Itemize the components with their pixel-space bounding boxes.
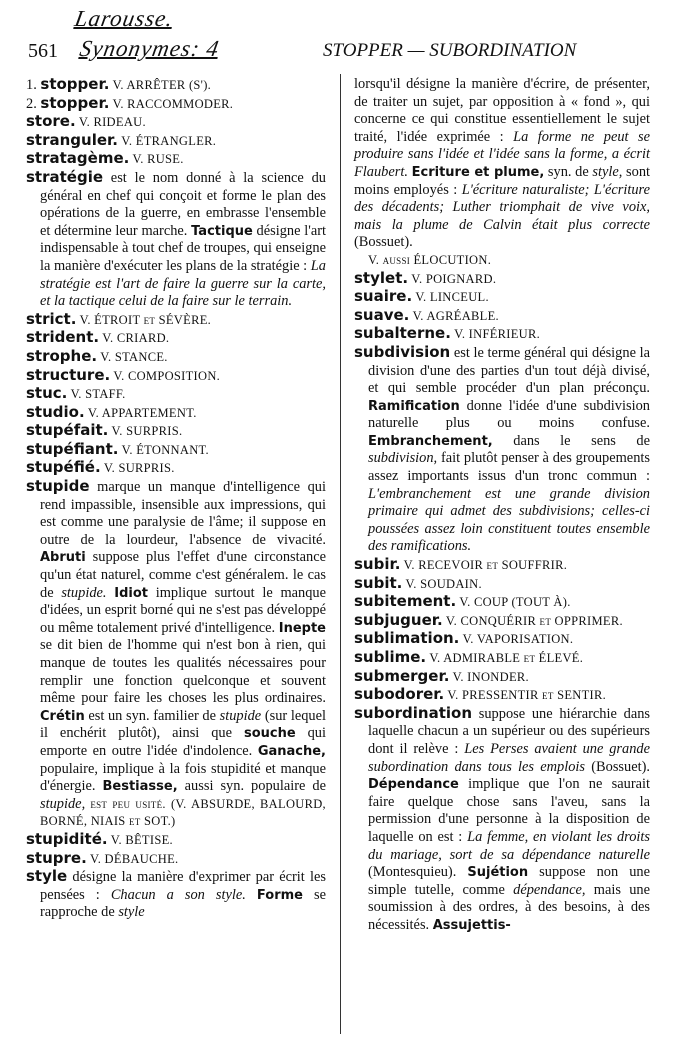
entry-sublimation: sublimation. V. VAPORISATION. (354, 629, 574, 648)
entry-subalterne: subalterne. V. INFÉRIEUR. (354, 324, 541, 343)
headword: sublimation. (354, 629, 460, 648)
entry-submerger: submerger. V. INONDER. (354, 666, 529, 685)
entry-strict: strict. V. ÉTROIT et SÉVÈRE. (26, 309, 212, 328)
entry-subir: subir. V. RECEVOIR et SOUFFRIR. (354, 555, 568, 574)
headword: subordination (354, 703, 473, 722)
entry-studio: studio. V. APPARTEMENT. (26, 402, 197, 421)
entry-strategie: stratégie est le nom donné à la science du général en chef qui conçoit et forme le plan des opérations de la guerre, en embrasse l'ensemble et détermine leur marche. Tactique désigne l'art indispensable à tout chef de troupes, qui enseigne la manière d'exécuter les plans de la stratégie : La stratégie est l'art de faire la guerre sur la carte, et la tactique celui de la faire sur le terrain. (26, 167, 326, 310)
headword: style (26, 867, 68, 886)
entry-stupre: stupre. V. DÉBAUCHE. (26, 848, 179, 867)
headword: stupéfait. (26, 421, 109, 440)
headword: subdivision (354, 342, 451, 361)
headword: subir. (354, 555, 401, 574)
headword: strident. (26, 328, 100, 347)
entry-stupidite: stupidité. V. BÊTISE. (26, 829, 173, 848)
entry-style-see-also: V. aussi ÉLOCUTION. (368, 252, 492, 267)
headword: strict. (26, 309, 77, 328)
entry-stuc: stuc. V. STAFF. (26, 384, 126, 403)
headword: stupide (26, 477, 90, 496)
headword: subalterne. (354, 324, 451, 343)
headword: submerger. (354, 666, 450, 685)
entry-subit: subit. V. SOUDAIN. (354, 573, 482, 592)
entry-strophe: strophe. V. STANCE. (26, 346, 168, 365)
entry-structure: structure. V. COMPOSITION. (26, 365, 221, 384)
entry-strident: strident. V. CRIARD. (26, 328, 170, 347)
handwritten-annotation-line2 (78, 36, 222, 62)
page-header (0, 0, 674, 70)
entry-stupefiant: stupéfiant. V. ÉTONNANT. (26, 439, 209, 458)
headword: subjuguer. (354, 610, 443, 629)
headword: structure. (26, 365, 111, 384)
entry-subordination: subordination suppose une hiérarchie dans laquelle chacun a un supérieur ou des supérieurs dont il relève : Les Perses avaient une grande subordination dans tous les emplois (Bossuet). Dépendance implique que l'on ne saurait faire quelque chose sans l'aveu, sans la permission d'une personne à la disposition de laquelle on est : La femme, en violant les droits du mariage, sort de sa dépendance naturelle (Montesquieu). Sujétion suppose non une simple tutelle, comme dépendance, mais une soumission à des ordres, à des besoins, à des nécessités. Assujettis- (354, 703, 651, 933)
entry-stopper-1: 1. stopper. V. ARRÊTER (S'). (26, 75, 212, 93)
running-head: STOPPER — SUBORDINATION (323, 40, 577, 61)
headword: stranguler. (26, 130, 118, 149)
headword: stopper. (40, 93, 110, 112)
annotation-text-1: Larousse. (72, 6, 176, 31)
entry-stopper-2: 2. stopper. V. RACCOMMODER. (26, 93, 234, 112)
right-column (354, 76, 650, 935)
column-divider (340, 74, 341, 1034)
headword: studio. (26, 402, 85, 421)
entry-stupide: stupide marque un manque d'intelligence qui rend impassible, insensible aux impressions, qui est comme une paralysie de l'âme; il suppose en outre de la lourdeur, l'absence de vivacité. Abruti suppose plus l'effet d'une circonstance qu'un état naturel, comme c'est généralem. le cas de stupide. Idiot implique surtout le manque d'idées, un esprit borné qui ne s'est pas développé ou même totalement privé d'intelligence. Inepte se dit bien de l'homme qui n'est bon à rien, qui manque de toutes les qualités nécessaires pour remplir une fonction quelconque et souvent même pour faire les choses les plus ordinaires. Crétin est un syn. familier de stupide (sur lequel il enchérit plutôt), ainsi que souche qui emporte en outre l'idée d'indolence. Ganache, populaire, implique à la fois stupidité et manque d'énergie. Bestiasse, aussi syn. populaire de stupide, est peu usité. (V. ABSURDE, BALOURD, BORNÉ, NIAIS et SOT.) (26, 477, 327, 829)
annotation-text-2: Synonymes: 4 (77, 36, 222, 61)
headword: suaire. (354, 287, 413, 306)
entry-suaire: suaire. V. LINCEUL. (354, 287, 489, 306)
entry-stylet: stylet. V. POIGNARD. (354, 268, 497, 287)
headword: stupéfiant. (26, 439, 119, 458)
headword: stuc. (26, 384, 68, 403)
entry-subjuguer: subjuguer. V. CONQUÉRIR et OPPRIMER. (354, 610, 623, 629)
entry-sublime: sublime. V. ADMIRABLE et ÉLEVÉ. (354, 648, 584, 666)
headword: stratagème. (26, 149, 130, 168)
headword: subitement. (354, 592, 457, 611)
entry-stupefait: stupéfait. V. SURPRIS. (26, 421, 183, 440)
entry-style: style désigne la manière d'exprimer par écrit les pensées : Chacun a son style. Forme se rapproche de style (26, 867, 326, 921)
headword: strophe. (26, 346, 98, 365)
headword: suave. (354, 305, 410, 324)
entry-store: store. V. RIDEAU. (26, 112, 146, 131)
page-number: 561 (28, 40, 58, 62)
headword: store. (26, 112, 76, 131)
entry-stupefie: stupéfié. V. SURPRIS. (26, 458, 175, 477)
headword: subodorer. (354, 685, 445, 704)
entry-suave: suave. V. AGRÉABLE. (354, 305, 499, 324)
entry-style-continued: lorsqu'il désigne la manière d'écrire, de présenter, de traiter un sujet, par opposition à « fond », qui concerne ce qui constitue essentiellement le sujet traité, l'idée exprimée : La forme ne peut se produire sans l'idée et l'idée sans la forme, a écrit Flaubert. Ecriture et plume, syn. de style, sont moins employés : L'écriture naturaliste; L'écriture des décadents; Luther triomphait de vive voix, mais la plume de Calvin était plus correcte (Bossuet). (354, 76, 651, 251)
entry-stranguler: stranguler. V. ÉTRANGLER. (26, 130, 217, 149)
headword: stylet. (354, 268, 409, 287)
headword: stupre. (26, 848, 87, 867)
entry-subodorer: subodorer. V. PRESSENTIR et SENTIR. (354, 685, 607, 704)
headword: stopper. (40, 75, 110, 93)
left-column (26, 76, 326, 922)
headword: stupéfié. (26, 458, 101, 477)
entry-subitement: subitement. V. COUP (TOUT À). (354, 592, 571, 611)
headword: subit. (354, 573, 403, 592)
headword: sublime. (354, 648, 427, 666)
entry-subdivision: subdivision est le terme général qui désigne la division d'une des parties d'un tout déjà divisé, et qui semble procéder d'un plan préconçu. Ramification donne l'idée d'une subdivision naturelle plus ou moins confuse. Embranchement, dans le sens de subdivision, fait plutôt penser à des groupements assez importants issus d'un tronc commun : L'embranchement est une grande division primaire qui admet des subdivisions; celles-ci poussées assez loin constituent toutes ensemble des ramifications. (354, 342, 650, 555)
headword: stratégie (26, 167, 104, 186)
handwritten-annotation-line1 (73, 6, 176, 32)
entry-stratageme: stratagème. V. RUSE. (26, 149, 184, 168)
headword: stupidité. (26, 829, 108, 848)
